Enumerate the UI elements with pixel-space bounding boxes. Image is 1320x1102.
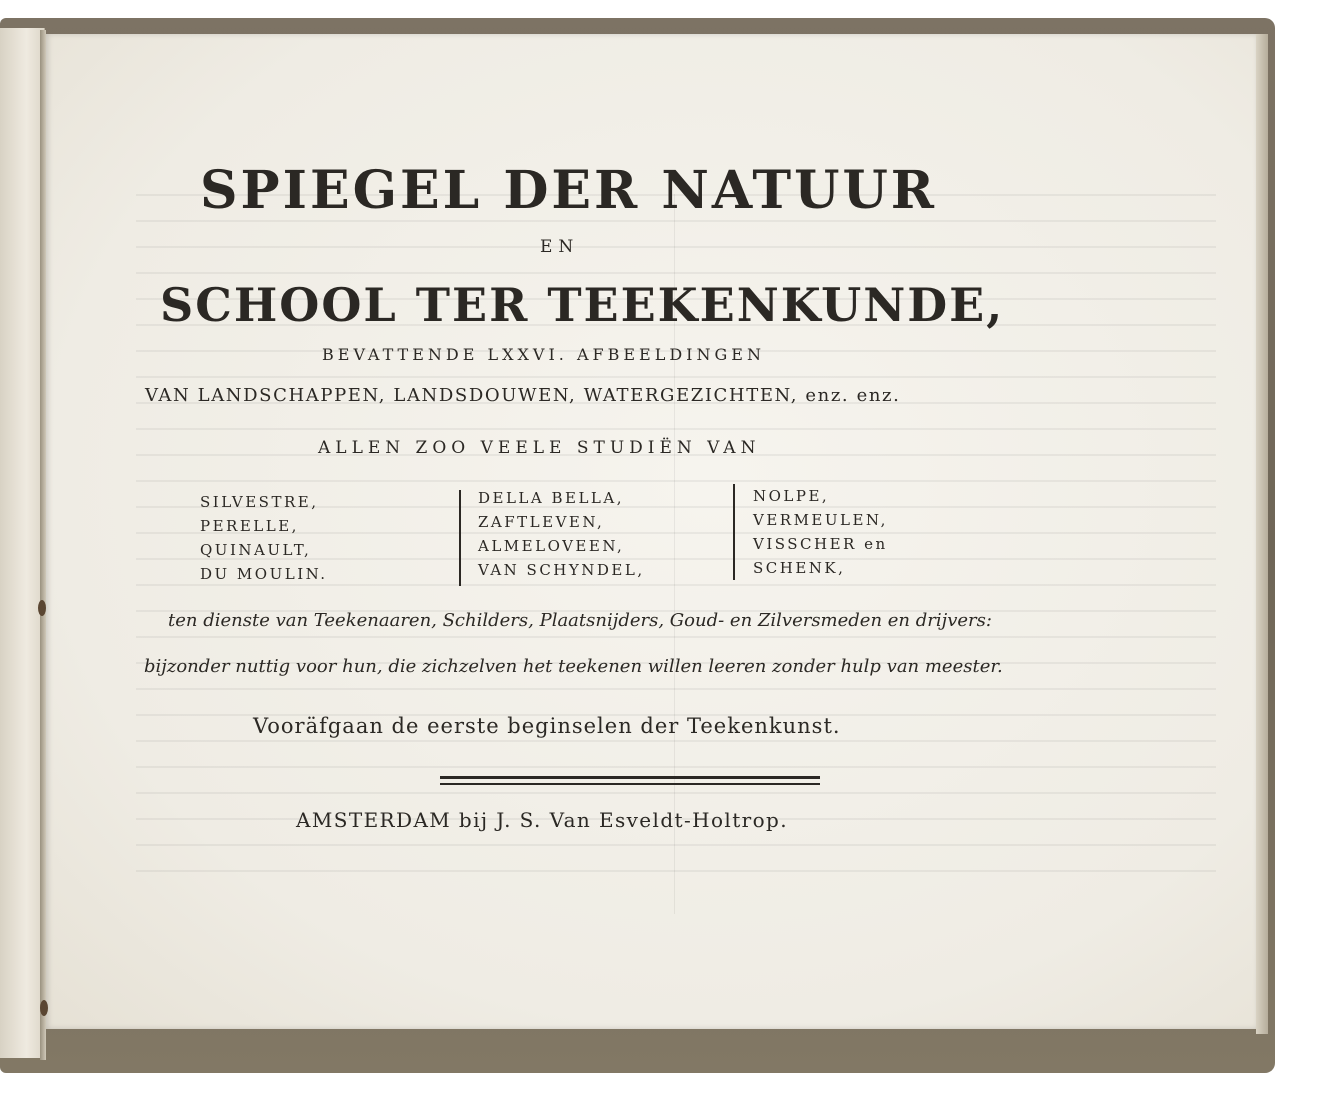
artist-name: PERELLE, (200, 517, 299, 535)
contents-line: BEVATTENDE LXXVI. AFBEELDINGEN (322, 345, 765, 364)
ink-spot (38, 600, 46, 616)
imprint: AMSTERDAM bij J. S. Van Esveldt-Holtrop. (296, 808, 789, 832)
page-stack-edge (1256, 34, 1268, 1034)
audience-line: ten dienste van Teekenaaren, Schilders, Plaatsnijders, Goud- en Zilversmeden en drijvers: (168, 610, 992, 631)
artist-name: ALMELOVEEN, (478, 537, 625, 555)
usefulness-line: bijzonder nuttig voor hun, die zichzelven het teekenen willen leeren zonder hulp van meester. (144, 656, 1003, 677)
column-divider (459, 490, 461, 586)
studies-intro: ALLEN ZOO VEELE STUDIËN VAN (318, 438, 761, 458)
artist-name: NOLPE, (753, 487, 830, 505)
artist-name: SILVESTRE, (200, 493, 319, 511)
double-rule (440, 776, 820, 786)
left-page-edge (0, 28, 45, 1058)
artist-column-3 (753, 484, 888, 580)
artist-column-2 (478, 486, 645, 582)
artist-name: DELLA BELLA, (478, 489, 624, 507)
ink-spot (40, 1000, 48, 1016)
preface-line: Vooräfgaan de eerste beginselen der Teekenkunst. (253, 714, 841, 738)
book-title: SPIEGEL DER NATUUR (200, 160, 938, 221)
artist-name: SCHENK, (753, 559, 846, 577)
artist-name: VAN SCHYNDEL, (478, 561, 645, 579)
artist-column-1 (200, 490, 328, 586)
title-conjunction: EN (540, 237, 580, 257)
artist-name: DU MOULIN. (200, 565, 328, 583)
artist-name: VISSCHER en (753, 535, 888, 553)
artist-name: VERMEULEN, (753, 511, 888, 529)
book-subtitle: SCHOOL TER TEEKENKUNDE, (160, 278, 1005, 332)
subjects-line: VAN LANDSCHAPPEN, LANDSDOUWEN, WATERGEZICHTEN, enz. enz. (145, 385, 901, 406)
artist-name: ZAFTLEVEN, (478, 513, 605, 531)
artist-name: QUINAULT, (200, 541, 312, 559)
column-divider (733, 484, 735, 580)
